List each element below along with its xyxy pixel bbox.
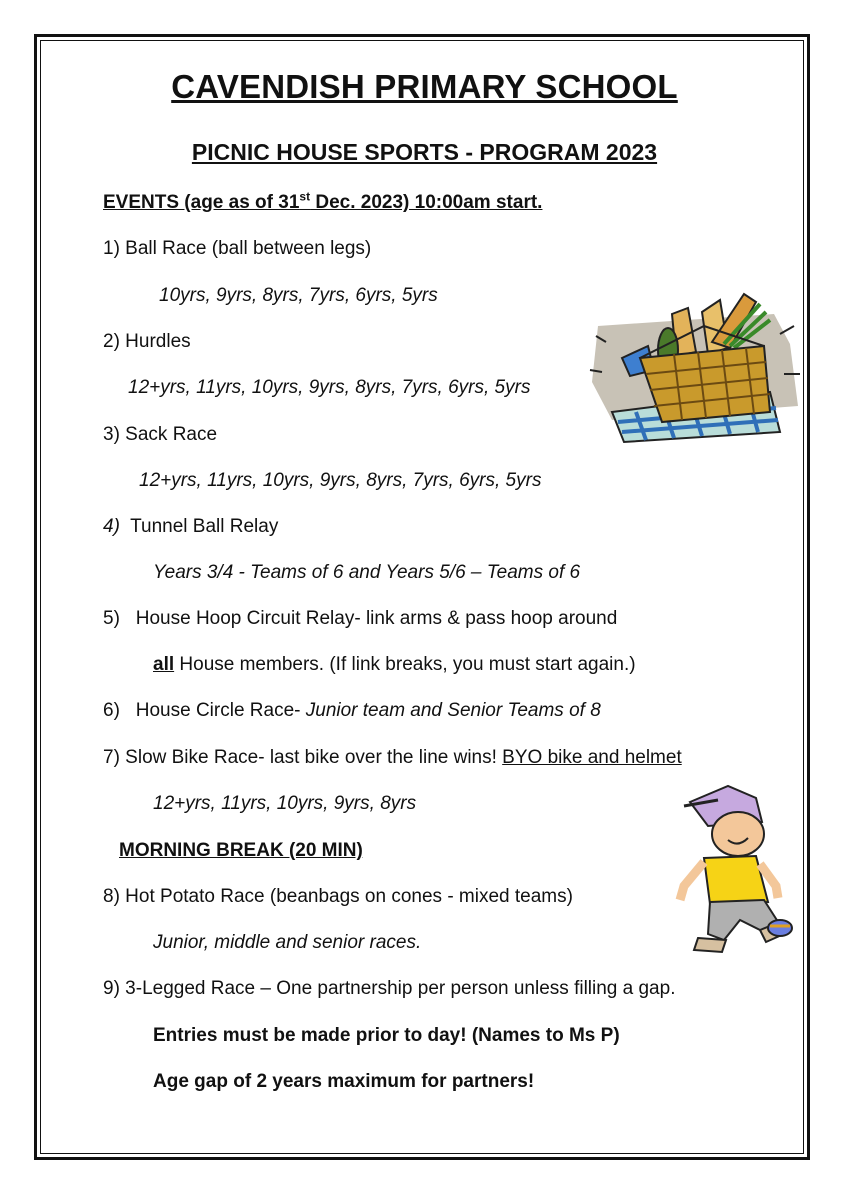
event-3-ages: 12+yrs, 11yrs, 10yrs, 9yrs, 8yrs, 7yrs, 6yrs, 5yrs [139, 470, 542, 491]
event-3-label: 3) Sack Race [103, 424, 218, 445]
event-1-ages: 10yrs, 9yrs, 8yrs, 7yrs, 6yrs, 5yrs [159, 285, 438, 306]
program-subtitle: PICNIC HOUSE SPORTS - PROGRAM 2023 [191, 139, 658, 165]
event-9-age-gap-note: Age gap of 2 years maximum for partners! [153, 1071, 535, 1092]
school-title: CAVENDISH PRIMARY SCHOOL [171, 68, 678, 105]
boy-kicking-ball-image [664, 782, 804, 964]
event-2-ages: 12+yrs, 11yrs, 10yrs, 9yrs, 8yrs, 7yrs, 6yrs, 5yrs [128, 377, 531, 398]
event-8-label: 8) Hot Potato Race (beanbags on cones - mixed teams) [103, 886, 573, 907]
event-9-entries-note: Entries must be made prior to day! (Names to Ms P) [153, 1025, 620, 1046]
event-6-label: 6) House Circle Race- Junior team and Senior Teams of 8 [103, 700, 601, 721]
events-heading: EVENTS (age as of 31st Dec. 2023) 10:00am start. [103, 189, 543, 213]
event-5-detail: all House members. (If link breaks, you must start again.) [153, 654, 636, 675]
event-4-teams: Years 3/4 - Teams of 6 and Years 5/6 – Teams of 6 [153, 562, 581, 583]
event-7-ages: 12+yrs, 11yrs, 10yrs, 9yrs, 8yrs [153, 793, 417, 814]
event-5-label: 5) House Hoop Circuit Relay- link arms & pass hoop around [103, 608, 618, 629]
event-2-label: 2) Hurdles [103, 331, 191, 352]
event-1-label: 1) Ball Race (ball between legs) [103, 238, 372, 259]
event-9-label: 9) 3-Legged Race – One partnership per person unless filling a gap. [103, 978, 676, 999]
picnic-basket-image [584, 286, 804, 444]
event-8-detail: Junior, middle and senior races. [153, 932, 422, 953]
event-7-label: 7) Slow Bike Race- last bike over the line wins! BYO bike and helmet [103, 747, 682, 768]
event-4-label: 4) Tunnel Ball Relay [103, 516, 279, 537]
morning-break-heading: MORNING BREAK (20 MIN) [119, 840, 363, 861]
